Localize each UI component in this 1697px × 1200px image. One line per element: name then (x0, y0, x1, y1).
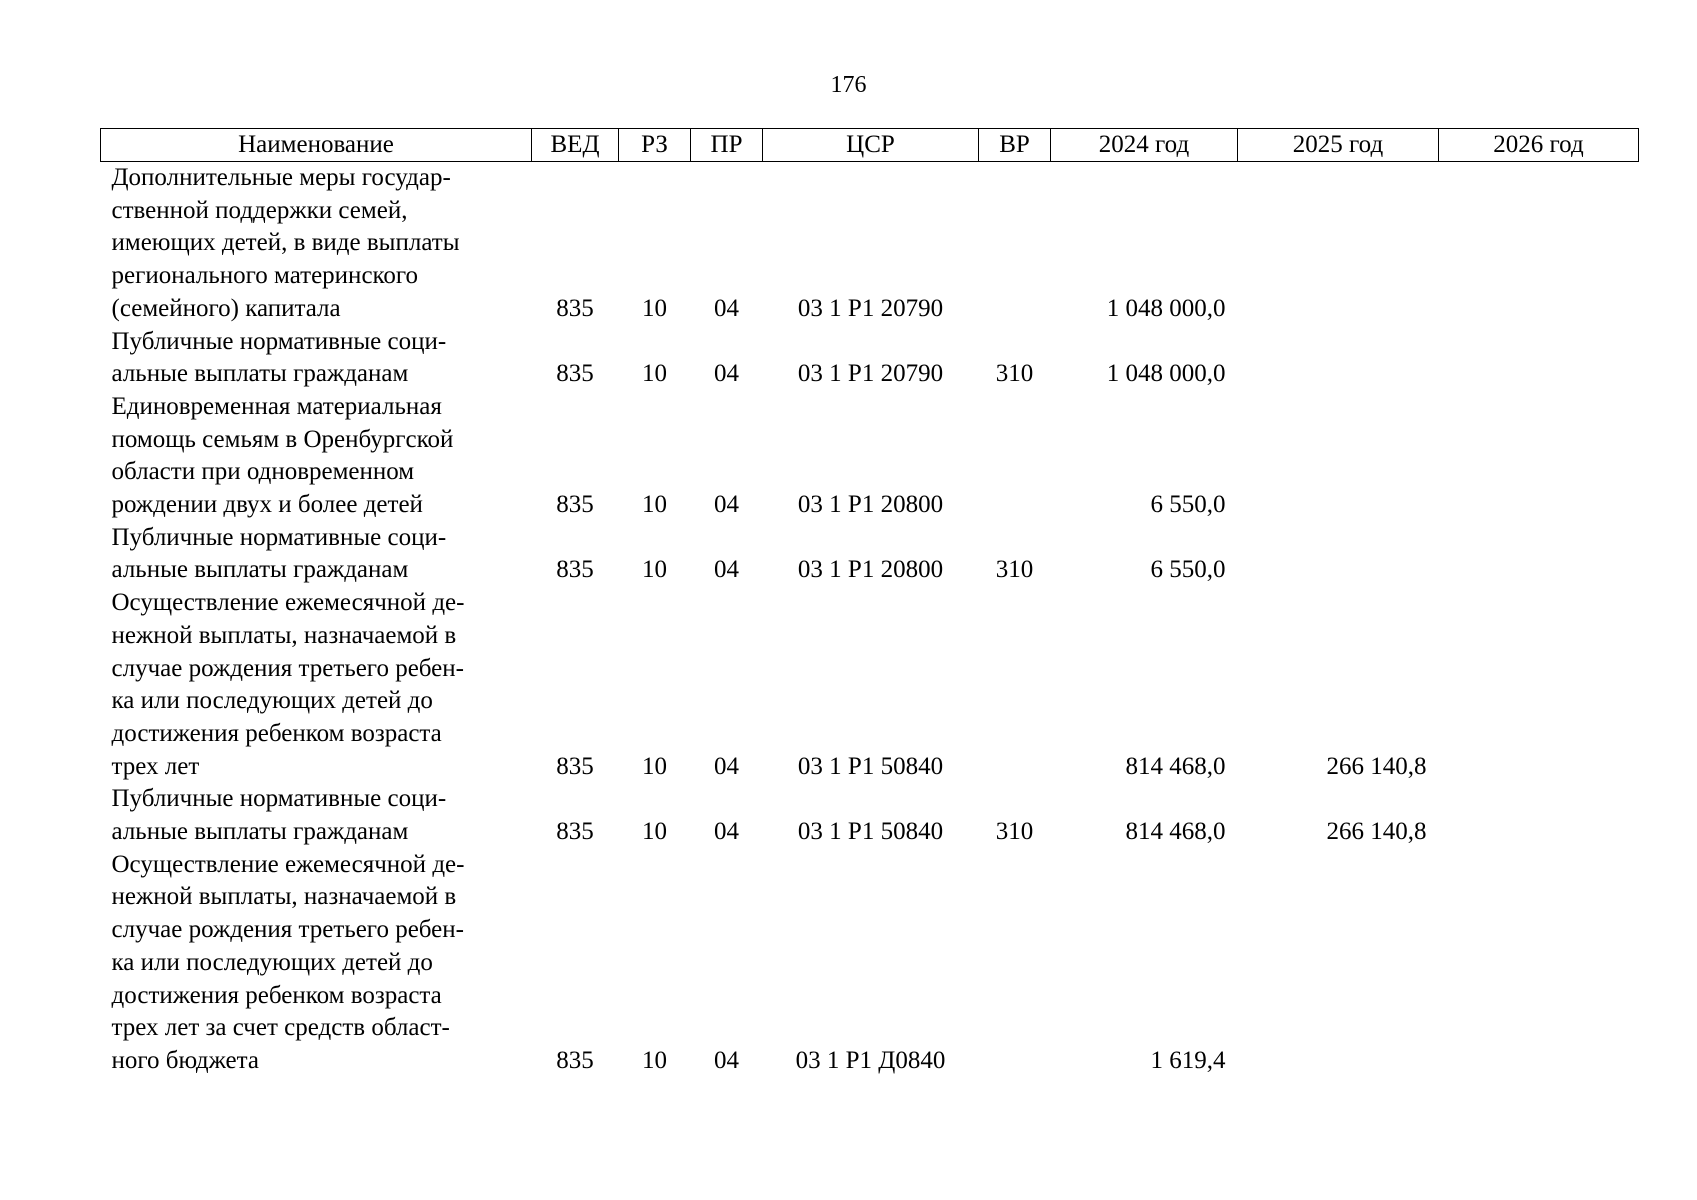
name-line: достижения ребенком возраста (111, 719, 442, 747)
name-line: случае рождения третьего ребен- (111, 654, 464, 682)
cell-name (101, 849, 532, 1078)
name-line: регионального материнского (111, 262, 419, 290)
cell-rz: 10 (642, 556, 667, 584)
table-row (101, 326, 1639, 391)
cell-2024: 1 619,4 (1150, 1046, 1226, 1074)
cell-2024: 814 468,0 (1125, 818, 1226, 846)
cell-rz: 10 (642, 752, 667, 780)
cell-2024: 1 048 000,0 (1106, 294, 1226, 322)
cell-2025: 266 140,8 (1326, 818, 1427, 846)
cell-csr: 03 1 P1 20800 (797, 556, 944, 584)
name-line: Публичные нормативные соци- (111, 327, 447, 355)
header-ved: ВЕД (532, 129, 619, 162)
cell-csr: 03 1 P1 50840 (797, 818, 944, 846)
table-body (101, 162, 1639, 1078)
table-row (101, 587, 1639, 783)
header-2024: 2024 год (1051, 129, 1238, 162)
page-number: 176 (830, 72, 867, 98)
cell-csr: 03 1 P1 20800 (797, 491, 944, 519)
cell-2024: 814 468,0 (1125, 752, 1226, 780)
cell-name (101, 162, 532, 326)
cell-pr: 04 (714, 556, 739, 584)
cell-vr: 310 (995, 818, 1034, 846)
cell-vr: 310 (995, 556, 1034, 584)
cell-name (101, 587, 532, 783)
cell-2024: 6 550,0 (1150, 491, 1226, 519)
header-csr: ЦСР (763, 129, 979, 162)
name-line: случае рождения третьего ребен- (111, 916, 464, 944)
cell-2025 (1238, 162, 1439, 326)
cell-2025 (1238, 849, 1439, 1078)
cell-rz: 10 (642, 491, 667, 519)
cell-pr: 04 (714, 752, 739, 780)
header-name: Наименование (101, 129, 532, 162)
cell-pr: 04 (714, 1046, 739, 1074)
name-line: ка или последующих детей до (111, 948, 433, 976)
cell-rz: 10 (642, 1046, 667, 1074)
name-line: Публичные нормативные соци- (111, 523, 447, 551)
table-row (101, 522, 1639, 587)
name-line: Осуществление ежемесячной де- (111, 589, 465, 617)
cell-csr: 03 1 P1 Д0840 (795, 1046, 946, 1074)
name-line: Единовременная материальная (111, 392, 442, 420)
cell-2026 (1439, 783, 1639, 848)
name-line: ственной поддержки семей, (111, 196, 408, 224)
name-line: Публичные нормативные соци- (111, 785, 447, 813)
name-line: области при одновременном (111, 458, 415, 486)
cell-2026 (1439, 162, 1639, 326)
cell-vr (979, 391, 1051, 522)
header-pr: ПР (691, 129, 763, 162)
cell-name (101, 522, 532, 587)
cell-ved: 835 (556, 360, 594, 388)
cell-name (101, 391, 532, 522)
cell-csr: 03 1 P1 50840 (797, 752, 944, 780)
header-vr: ВР (979, 129, 1051, 162)
cell-vr: 310 (995, 360, 1034, 388)
table-row (101, 391, 1639, 522)
name-line: достижения ребенком возраста (111, 981, 442, 1009)
cell-pr: 04 (714, 294, 739, 322)
cell-csr: 03 1 P1 20790 (797, 360, 944, 388)
cell-ved: 835 (556, 294, 594, 322)
table-row (101, 783, 1639, 848)
cell-rz: 10 (642, 818, 667, 846)
name-line: ка или последующих детей до (111, 687, 433, 715)
name-line: Дополнительные меры государ- (111, 164, 451, 191)
table-header (101, 129, 1639, 162)
cell-name (101, 783, 532, 848)
cell-2026 (1439, 391, 1639, 522)
cell-2026 (1439, 326, 1639, 391)
cell-csr: 03 1 P1 20790 (797, 294, 944, 322)
name-line: трех лет за счет средств област- (111, 1014, 450, 1042)
header-2026: 2026 год (1439, 129, 1639, 162)
cell-ved: 835 (556, 556, 594, 584)
cell-pr: 04 (714, 491, 739, 519)
name-line: трех лет (111, 752, 200, 780)
cell-2026 (1439, 849, 1639, 1078)
name-line: альные выплаты гражданам (111, 556, 409, 584)
cell-rz: 10 (642, 294, 667, 322)
header-rz: РЗ (619, 129, 691, 162)
cell-2024: 6 550,0 (1150, 556, 1226, 584)
cell-ved: 835 (556, 1046, 594, 1074)
name-line: Осуществление ежемесячной де- (111, 850, 465, 878)
cell-2025: 266 140,8 (1326, 752, 1427, 780)
name-line: рождении двух и более детей (111, 491, 423, 519)
cell-vr (979, 162, 1051, 326)
name-line: помощь семьям в Оренбургской (111, 425, 454, 453)
name-line: альные выплаты гражданам (111, 360, 409, 388)
cell-2026 (1439, 522, 1639, 587)
cell-ved: 835 (556, 491, 594, 519)
header-2025: 2025 год (1238, 129, 1439, 162)
cell-pr: 04 (714, 360, 739, 388)
cell-2026 (1439, 587, 1639, 783)
table-row (101, 162, 1639, 326)
cell-2025 (1238, 326, 1439, 391)
cell-vr (979, 849, 1051, 1078)
cell-2024: 1 048 000,0 (1106, 360, 1226, 388)
cell-ved: 835 (556, 752, 594, 780)
budget-table (100, 128, 1639, 1078)
cell-rz: 10 (642, 360, 667, 388)
name-line: альные выплаты гражданам (111, 818, 409, 846)
cell-vr (979, 587, 1051, 783)
name-line: ного бюджета (111, 1046, 259, 1074)
cell-name (101, 326, 532, 391)
cell-pr: 04 (714, 818, 739, 846)
table-row (101, 849, 1639, 1078)
cell-2025 (1238, 522, 1439, 587)
name-line: имеющих детей, в виде выплаты (111, 229, 460, 257)
cell-ved: 835 (556, 818, 594, 846)
name-line: нежной выплаты, назначаемой в (111, 621, 457, 649)
name-line: нежной выплаты, назначаемой в (111, 883, 457, 911)
cell-2025 (1238, 391, 1439, 522)
name-line: (семейного) капитала (111, 294, 341, 322)
